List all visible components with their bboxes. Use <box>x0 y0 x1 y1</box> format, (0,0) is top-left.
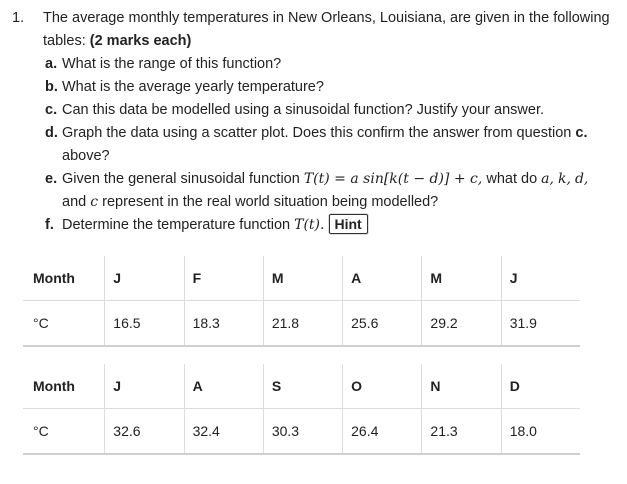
variable-k: k, <box>558 171 571 187</box>
month-cell: F <box>184 256 263 301</box>
question-intro-block <box>43 7 612 53</box>
temperature-cell: 32.4 <box>184 409 263 455</box>
temperature-row-label: °C <box>23 301 105 347</box>
part-c <box>45 99 612 122</box>
month-cell: M <box>422 256 501 301</box>
month-cell: N <box>422 364 501 409</box>
part-letter: f. <box>45 217 54 233</box>
month-cell: M <box>263 256 342 301</box>
temperature-function: T(t). <box>294 217 325 233</box>
part-letter: e. <box>45 171 58 187</box>
month-cell: A <box>343 256 422 301</box>
temperature-cell: 21.8 <box>263 301 342 347</box>
temperature-row <box>23 409 580 455</box>
question-header <box>12 7 612 53</box>
part-d-text-after: above? <box>62 148 110 164</box>
month-cell: J <box>501 256 580 301</box>
part-text <box>62 122 612 168</box>
variable-c: c <box>90 194 99 210</box>
part-text: Can this data be modelled using a sinusoidal function? Justify your answer. <box>62 102 545 118</box>
part-letter: a. <box>45 56 58 72</box>
month-cell: J <box>105 364 184 409</box>
temperature-cell: 18.3 <box>184 301 263 347</box>
part-d-text-before: Graph the data using a scatter plot. Does this confirm the answer from question <box>62 125 572 141</box>
marks-label: (2 marks each) <box>89 33 192 49</box>
part-text <box>62 168 612 214</box>
month-cell: S <box>263 364 342 409</box>
part-letter: c. <box>45 102 58 118</box>
month-header-label: Month <box>23 364 105 409</box>
month-header-row <box>23 364 580 409</box>
month-cell: D <box>501 364 580 409</box>
temperature-cell: 16.5 <box>105 301 184 347</box>
question-parts-list <box>12 53 612 237</box>
temperature-table-jan-jun <box>23 256 580 347</box>
temperature-row <box>23 301 580 347</box>
formula-equals: = <box>334 171 346 187</box>
part-text: What is the average yearly temperature? <box>62 79 324 95</box>
temperature-cell: 26.4 <box>343 409 422 455</box>
month-header-label: Month <box>23 256 105 301</box>
question-number: 1. <box>12 10 25 26</box>
temperature-cell: 31.9 <box>501 301 580 347</box>
part-f <box>45 214 612 237</box>
part-e <box>45 168 612 214</box>
part-f-text: Determine the temperature function <box>62 217 291 233</box>
month-header-row <box>23 256 580 301</box>
part-a <box>45 53 612 76</box>
part-d <box>45 122 612 168</box>
part-letter: d. <box>45 125 58 141</box>
part-e-text-end: represent in the real world situation being modelled? <box>102 194 439 210</box>
temperature-cell: 18.0 <box>501 409 580 455</box>
temperature-table-jul-dec <box>23 364 580 455</box>
temperature-cell: 30.3 <box>263 409 342 455</box>
hint-button[interactable]: Hint <box>329 214 368 234</box>
temperature-cell: 25.6 <box>343 301 422 347</box>
question-1 <box>12 7 612 237</box>
temperature-cell: 29.2 <box>422 301 501 347</box>
variable-d: d, <box>574 171 589 187</box>
part-letter: b. <box>45 79 58 95</box>
part-text <box>62 214 612 237</box>
variable-a: a, <box>541 171 554 187</box>
temperature-cell: 32.6 <box>105 409 184 455</box>
part-e-text-mid: what do <box>486 171 538 187</box>
part-e-text-start: Given the general sinusoidal function <box>62 171 300 187</box>
month-cell: O <box>343 364 422 409</box>
temperature-row-label: °C <box>23 409 105 455</box>
part-c-reference: c. <box>575 125 588 141</box>
part-text: What is the range of this function? <box>62 56 282 72</box>
sinusoidal-formula <box>304 171 482 187</box>
question-intro: The average monthly temperatures in New Orleans, Louisiana, are given in the following tables: <box>43 10 610 49</box>
month-cell: J <box>105 256 184 301</box>
formula-rhs: a sin[k(t − d)] + c, <box>350 171 483 187</box>
part-e-text-and: and <box>62 194 87 210</box>
month-cell: A <box>184 364 263 409</box>
formula-lhs: T(t) <box>303 171 330 187</box>
part-b <box>45 76 612 99</box>
temperature-cell: 21.3 <box>422 409 501 455</box>
